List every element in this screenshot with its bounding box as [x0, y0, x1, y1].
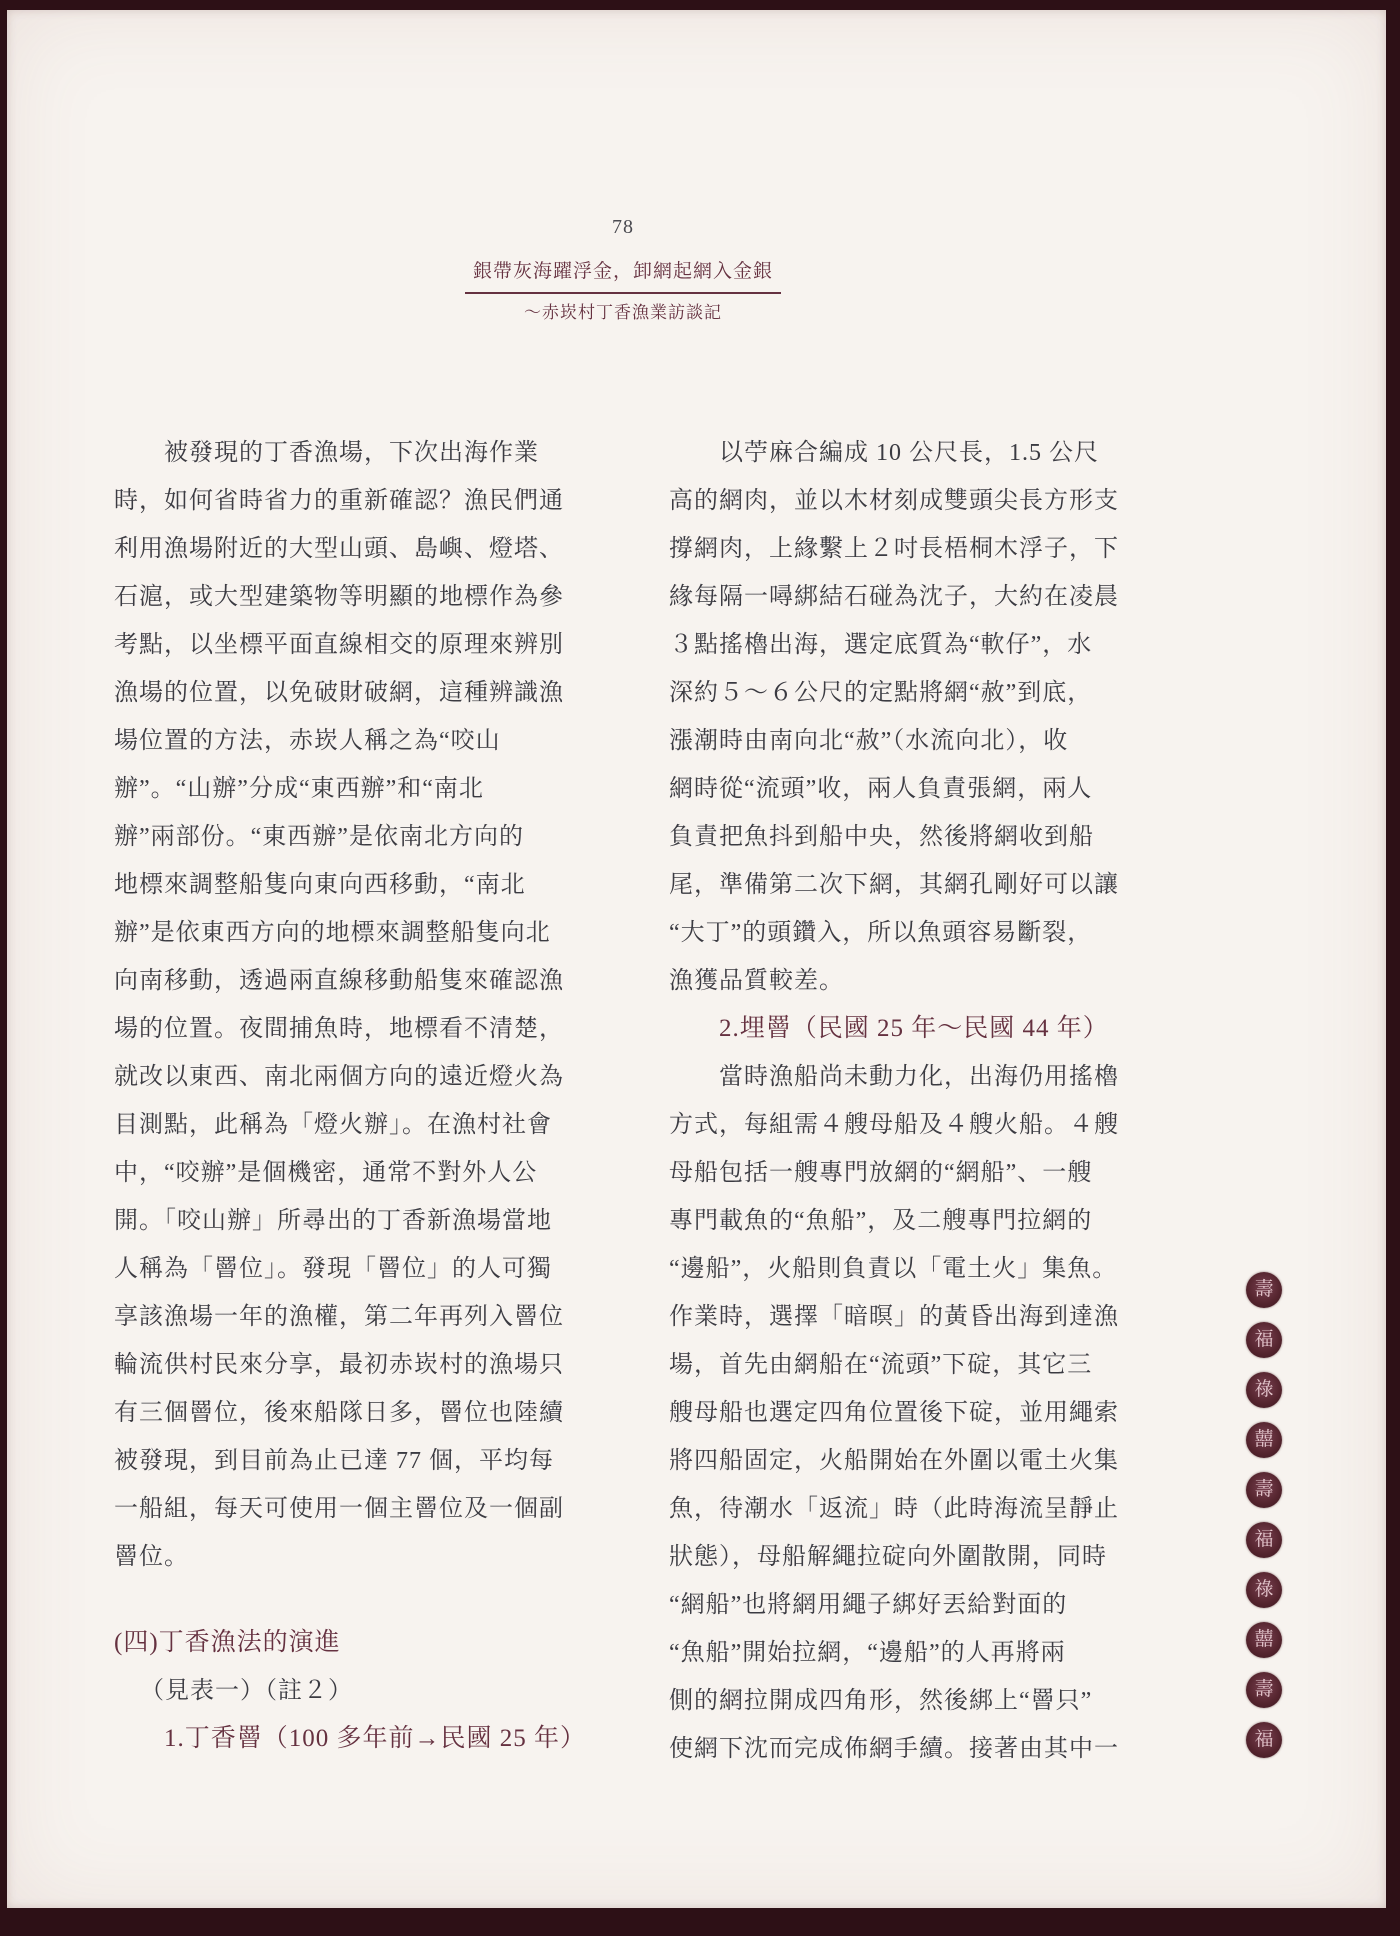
text-line: 目測點，此稱為「燈火辦」。在漁村社會	[114, 1112, 552, 1138]
text-line: “大丁”的頭鑽入，所以魚頭容易斷裂，	[669, 920, 1093, 946]
text-column-left	[114, 429, 589, 1763]
text-line: 開。「咬山辦」所尋出的丁香新漁場當地	[114, 1208, 552, 1234]
text-line: 時，如何省時省力的重新確認？漁民們通	[114, 488, 564, 514]
text-line: 艘母船也選定四角位置後下碇，並用繩索	[669, 1400, 1119, 1426]
text-line: 魚，待潮水「返流」時（此時海流呈靜止	[669, 1496, 1119, 1522]
text-line: 使網下沈而完成佈網手續。接著由其中一	[669, 1736, 1119, 1762]
text-line: 網時從“流頭”收，兩人負責張網，兩人	[669, 776, 1093, 802]
text-line: “邊船”，火船則負責以「電土火」集魚。	[669, 1256, 1118, 1282]
text-line: 當時漁船尚未動力化，出海仍用搖櫓	[719, 1064, 1119, 1090]
text-line: 場，首先由網船在“流頭”下碇，其它三	[669, 1352, 1093, 1378]
text-line: （見表一）（註２）	[140, 1678, 353, 1704]
text-line: 將四船固定，火船開始在外圍以電土火集	[669, 1448, 1119, 1474]
section-heading: 2.埋罾（民國 25 年～民國 44 年）	[719, 1015, 1109, 1042]
seal-stamp-icon: 福	[1246, 1522, 1282, 1558]
seal-stamp-icon: 囍	[1246, 1422, 1282, 1458]
text-line: 撐網肉，上緣繫上２吋長梧桐木浮子，下	[669, 536, 1119, 562]
text-line: 方式，每組需４艘母船及４艘火船。４艘	[669, 1112, 1119, 1138]
article-title: 銀帶灰海躍浮金，卸網起網入金銀	[465, 256, 781, 294]
text-line: 狀態），母船解繩拉碇向外圍散開，同時	[669, 1544, 1107, 1570]
seal-stamp-icon: 福	[1246, 1722, 1282, 1758]
text-line: 享該漁場一年的漁權，第二年再列入罾位	[114, 1304, 564, 1330]
seal-stamp-icon: 祿	[1246, 1372, 1282, 1408]
seal-stamp-icon: 祿	[1246, 1572, 1282, 1608]
text-line: 場的位置。夜間捕魚時，地標看不清楚，	[114, 1016, 564, 1042]
text-line: 作業時，選擇「暗暝」的黃昏出海到達漁	[669, 1304, 1119, 1330]
text-line: 漁場的位置，以免破財破網，這種辨識漁	[114, 680, 564, 706]
text-line: 考點，以坐標平面直線相交的原理來辨別	[114, 632, 564, 658]
text-line: 漁獲品質較差。	[669, 968, 844, 994]
text-line: 就改以東西、南北兩個方向的遠近燈火為	[114, 1064, 564, 1090]
section-heading: (四)丁香漁法的演進	[114, 1629, 341, 1656]
text-line: 深約５～６公尺的定點將網“赦”到底，	[669, 680, 1093, 706]
text-line: 有三個罾位，後來船隊日多，罾位也陸續	[114, 1400, 564, 1426]
text-line: 向南移動，透過兩直線移動船隻來確認漁	[114, 968, 564, 994]
text-line: 辦”。“山辦”分成“東西辦”和“南北	[114, 776, 484, 802]
text-line: 被發現，到目前為止已達 77 個，平均每	[114, 1448, 554, 1474]
text-line: 以苧麻合編成 10 公尺長，1.5 公尺	[719, 440, 1099, 466]
text-line: 石滬，或大型建築物等明顯的地標作為參	[114, 584, 564, 610]
text-line: 利用漁場附近的大型山頭、島嶼、燈塔、	[114, 536, 564, 562]
seal-stamp-icon: 壽	[1246, 1672, 1282, 1708]
text-line: 緣每隔一噚綁結石碰為沈子，大約在凌晨	[669, 584, 1119, 610]
seal-stamp-icon: 壽	[1246, 1472, 1282, 1508]
text-line: 被發現的丁香漁場，下次出海作業	[164, 440, 539, 466]
text-line: 母船包括一艘專門放網的“網船”、一艘	[669, 1160, 1093, 1186]
article-subtitle: ～赤崁村丁香漁業訪談記	[524, 303, 722, 322]
seal-stamp-icon: 福	[1246, 1322, 1282, 1358]
text-line: 罾位。	[114, 1544, 189, 1570]
text-line: 高的網肉，並以木材刻成雙頭尖長方形支	[669, 488, 1119, 514]
page-number: 78	[612, 216, 634, 238]
text-line: “網船”也將網用繩子綁好丟給對面的	[669, 1592, 1068, 1618]
seal-stamps-column	[1246, 1272, 1286, 1772]
seal-stamp-icon: 囍	[1246, 1622, 1282, 1658]
text-line: 辦”兩部份。“東西辦”是依南北方向的	[114, 824, 524, 850]
text-line: 中，“咬辦”是個機密，通常不對外人公	[114, 1160, 538, 1186]
text-line: 人稱為「罾位」。發現「罾位」的人可獨	[114, 1256, 552, 1282]
text-line: 地標來調整船隻向東向西移動，“南北	[114, 872, 526, 898]
text-line: 場位置的方法，赤崁人稱之為“咬山	[114, 728, 501, 754]
section-heading: 1.丁香罾（100 多年前→民國 25 年）	[164, 1725, 587, 1752]
document-page	[7, 10, 1386, 1908]
text-line: 側的網拉開成四角形，然後綁上“罾只”	[669, 1688, 1093, 1714]
text-line: 漲潮時由南向北“赦”（水流向北），收	[669, 728, 1069, 754]
text-line: 尾，準備第二次下網，其網孔剛好可以讓	[669, 872, 1119, 898]
text-line: “魚船”開始拉網，“邊船”的人再將兩	[669, 1640, 1066, 1666]
text-column-right	[669, 429, 1174, 1773]
text-line: 辦”是依東西方向的地標來調整船隻向北	[114, 920, 551, 946]
text-line: 專門載魚的“魚船”，及二艘專門拉網的	[669, 1208, 1093, 1234]
text-line: ３點搖櫓出海，選定底質為“軟仔”，水	[669, 632, 1093, 658]
seal-stamp-icon: 壽	[1246, 1272, 1282, 1308]
text-line: 輪流供村民來分享，最初赤崁村的漁場只	[114, 1352, 564, 1378]
text-line: 一船組，每天可使用一個主罾位及一個副	[114, 1496, 564, 1522]
page-header	[7, 256, 1239, 323]
text-line: 負責把魚抖到船中央，然後將網收到船	[669, 824, 1094, 850]
